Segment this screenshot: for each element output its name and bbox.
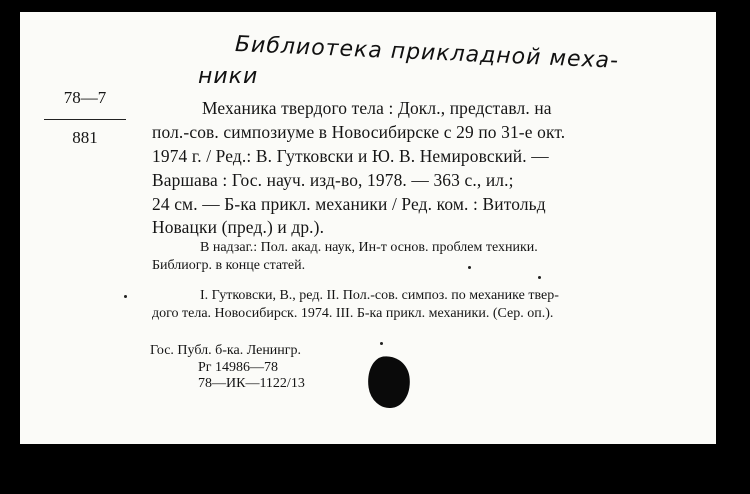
library-info-line: 78—ИК—1122/13 [198, 376, 305, 391]
shelfmark-top: 78—7 [63, 88, 107, 107]
main-entry-line: Механика твердого тела : Докл., представл. на [202, 98, 552, 118]
ink-speck [538, 276, 541, 279]
main-entry-line: Варшава : Гос. науч. изд-во, 1978. — 363 с., ил.; [152, 170, 514, 190]
note-line: В надзаг.: Пол. акад. наук, Ин-т основ. проблем техники. [200, 240, 538, 255]
library-info-line: Гос. Публ. б-ка. Ленингр. [150, 343, 302, 358]
main-entry-line: 24 см. — Б-ка прикл. механики / Ред. ком. : Витольд [152, 194, 546, 214]
tracing-line: дого тела. Новосибирск. 1974. III. Б-ка прикл. механики. (Сер. оп.). [152, 306, 554, 321]
handwritten-series-title-continued: ники [198, 64, 259, 89]
ink-speck [124, 295, 127, 298]
shelfmark-divider [44, 119, 126, 120]
library-info-line: Рг 14986—78 [198, 360, 279, 375]
main-entry-line: Новацки (пред.) и др.). [152, 217, 325, 237]
main-entry-line: 1974 г. / Ред.: В. Гутковски и Ю. В. Немировский. — [152, 146, 549, 166]
shelfmark-bottom: 881 [72, 128, 98, 147]
ink-speck [468, 266, 471, 269]
catalog-card [20, 12, 716, 444]
tracing-line: I. Гутковски, В., ред. II. Пол.-сов. симпоз. по механике твер- [200, 288, 559, 303]
ink-speck [380, 342, 383, 345]
note-line: Библиогр. в конце статей. [152, 258, 306, 273]
ink-blot [365, 353, 414, 410]
handwritten-series-title: Библиотека прикладной меха- [234, 32, 620, 74]
main-entry-line: пол.-сов. симпозиуме в Новосибирске с 29 по 31-е окт. [152, 122, 566, 142]
